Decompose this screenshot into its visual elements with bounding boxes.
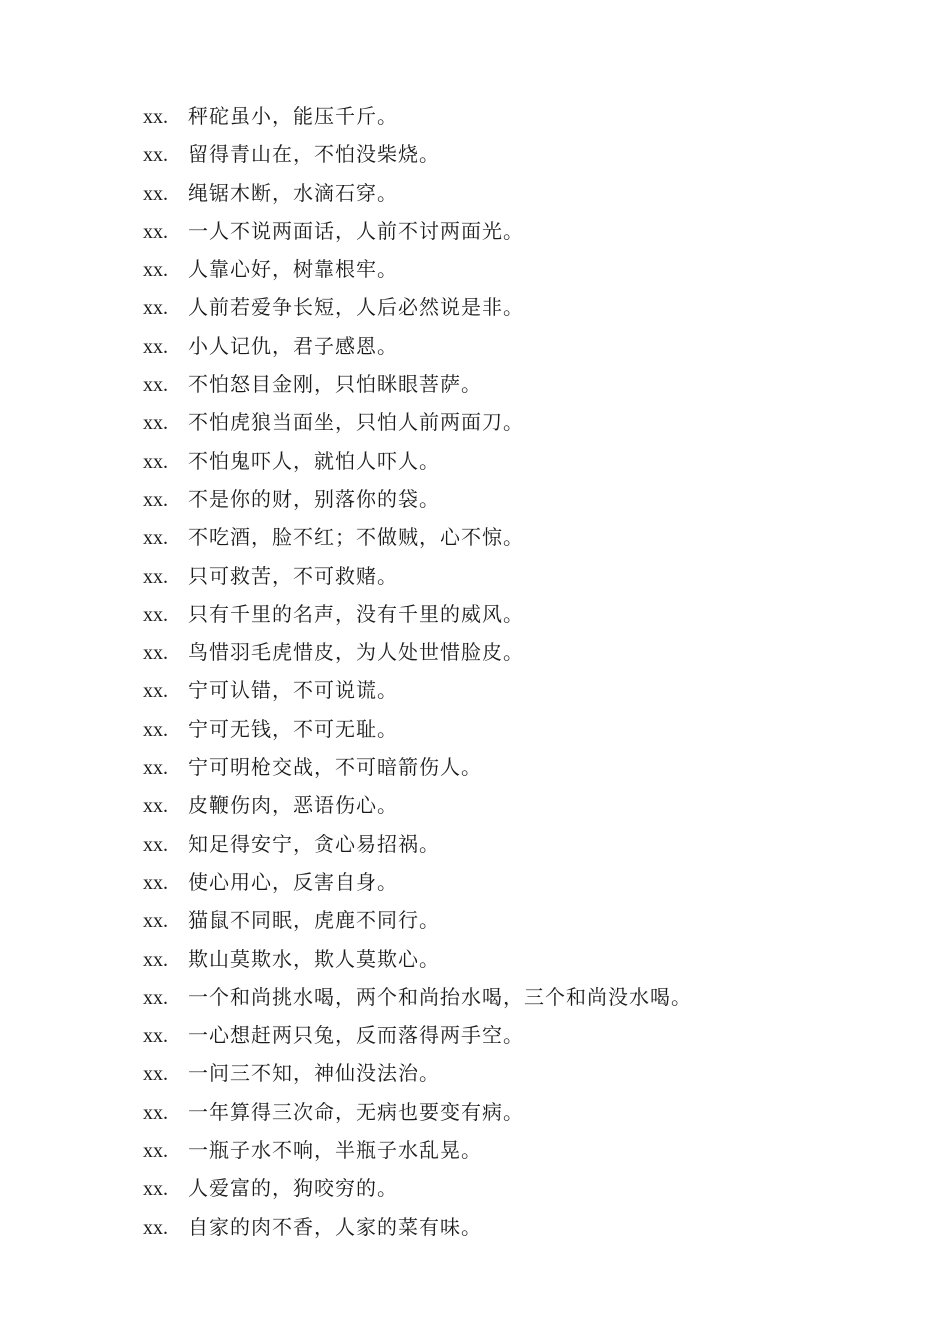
item-text: 一人不说两面话，人前不讨两面光。 — [188, 218, 524, 243]
list-item — [143, 1016, 692, 1054]
item-number: xx. — [143, 565, 168, 588]
item-text: 不怕虎狼当面坐，只怕人前两面刀。 — [188, 410, 524, 435]
item-text: 一心想赶两只兔，反而落得两手空。 — [188, 1023, 524, 1048]
list-item — [143, 671, 692, 709]
item-number: xx. — [143, 412, 168, 435]
list-item — [143, 480, 692, 518]
list-item — [143, 403, 692, 441]
item-text: 留得青山在，不怕没柴烧。 — [188, 142, 440, 167]
item-number: xx. — [143, 833, 168, 856]
list-item — [143, 901, 692, 939]
item-number: xx. — [143, 1063, 168, 1086]
item-text: 只有千里的名声，没有千里的威风。 — [188, 601, 524, 626]
item-number: xx. — [143, 527, 168, 550]
list-item — [143, 365, 692, 403]
item-text: 知足得安宁，贪心易招祸。 — [188, 831, 440, 856]
item-number: xx. — [143, 106, 168, 128]
item-text: 不吃酒，脸不红；不做贼，心不惊。 — [188, 525, 524, 550]
list-item — [143, 327, 692, 365]
list-item — [143, 1093, 692, 1131]
item-text: 不是你的财，别落你的袋。 — [188, 486, 440, 511]
item-number: xx. — [143, 220, 168, 243]
list-item — [143, 1208, 692, 1246]
list-item — [143, 174, 692, 212]
item-number: xx. — [143, 871, 168, 894]
item-number: xx. — [143, 910, 168, 933]
item-text: 一瓶子水不响，半瓶子水乱晃。 — [188, 1138, 482, 1163]
list-item — [143, 288, 692, 326]
list-item — [143, 710, 692, 748]
item-number: xx. — [143, 259, 168, 282]
item-number: xx. — [143, 948, 168, 971]
list-item — [143, 442, 692, 480]
item-text: 不怕鬼吓人，就怕人吓人。 — [188, 448, 440, 473]
item-text: 人靠心好，树靠根牢。 — [188, 257, 398, 282]
item-text: 皮鞭伤肉，恶语伤心。 — [188, 793, 398, 818]
list-item — [143, 595, 692, 633]
list-item — [143, 557, 692, 595]
list-item — [143, 978, 692, 1016]
list-item — [143, 135, 692, 173]
item-number: xx. — [143, 374, 168, 397]
item-number: xx. — [143, 1101, 168, 1124]
list-item — [143, 786, 692, 824]
list-item — [143, 825, 692, 863]
item-text: 一问三不知，神仙没法治。 — [188, 1061, 440, 1086]
item-number: xx. — [143, 297, 168, 320]
list-item — [143, 748, 692, 786]
list-item — [143, 97, 692, 135]
item-number: xx. — [143, 1178, 168, 1201]
item-text: 不怕怒目金刚，只怕眯眼菩萨。 — [188, 372, 482, 397]
proverb-list — [143, 97, 692, 1246]
item-text: 自家的肉不香，人家的菜有味。 — [188, 1214, 482, 1239]
item-text: 猫鼠不同眠，虎鹿不同行。 — [188, 908, 440, 933]
item-number: xx. — [143, 680, 168, 703]
list-item — [143, 212, 692, 250]
item-text: 宁可认错，不可说谎。 — [188, 678, 398, 703]
item-text: 小人记仇，君子感恩。 — [188, 333, 398, 358]
item-number: xx. — [143, 144, 168, 167]
item-number: xx. — [143, 488, 168, 511]
item-text: 宁可无钱，不可无耻。 — [188, 716, 398, 741]
list-item — [143, 633, 692, 671]
item-text: 使心用心，反害自身。 — [188, 869, 398, 894]
item-text: 鸟惜羽毛虎惜皮，为人处世惜脸皮。 — [188, 640, 524, 665]
item-number: xx. — [143, 642, 168, 665]
item-number: xx. — [143, 1216, 168, 1239]
item-number: xx. — [143, 718, 168, 741]
item-text: 宁可明枪交战，不可暗箭伤人。 — [188, 755, 482, 780]
item-text: 人爱富的，狗咬穷的。 — [188, 1176, 398, 1201]
list-item — [143, 1131, 692, 1169]
item-number: xx. — [143, 795, 168, 818]
item-number: xx. — [143, 1025, 168, 1048]
item-number: xx. — [143, 603, 168, 626]
item-text: 秤砣虽小，能压千斤。 — [188, 104, 398, 128]
item-text: 欺山莫欺水，欺人莫欺心。 — [188, 946, 440, 971]
list-item — [143, 250, 692, 288]
item-text: 一年算得三次命，无病也要变有病。 — [188, 1099, 524, 1124]
item-text: 人前若爱争长短，人后必然说是非。 — [188, 295, 524, 320]
item-text: 一个和尚挑水喝，两个和尚抬水喝，三个和尚没水喝。 — [188, 984, 692, 1009]
list-item — [143, 863, 692, 901]
item-number: xx. — [143, 757, 168, 780]
item-number: xx. — [143, 986, 168, 1009]
item-number: xx. — [143, 335, 168, 358]
list-item — [143, 1054, 692, 1092]
list-item — [143, 940, 692, 978]
item-number: xx. — [143, 450, 168, 473]
item-text: 绳锯木断，水滴石穿。 — [188, 180, 398, 205]
list-item — [143, 518, 692, 556]
item-text: 只可救苦，不可救赌。 — [188, 563, 398, 588]
item-number: xx. — [143, 1140, 168, 1163]
item-number: xx. — [143, 182, 168, 205]
list-item — [143, 1169, 692, 1207]
